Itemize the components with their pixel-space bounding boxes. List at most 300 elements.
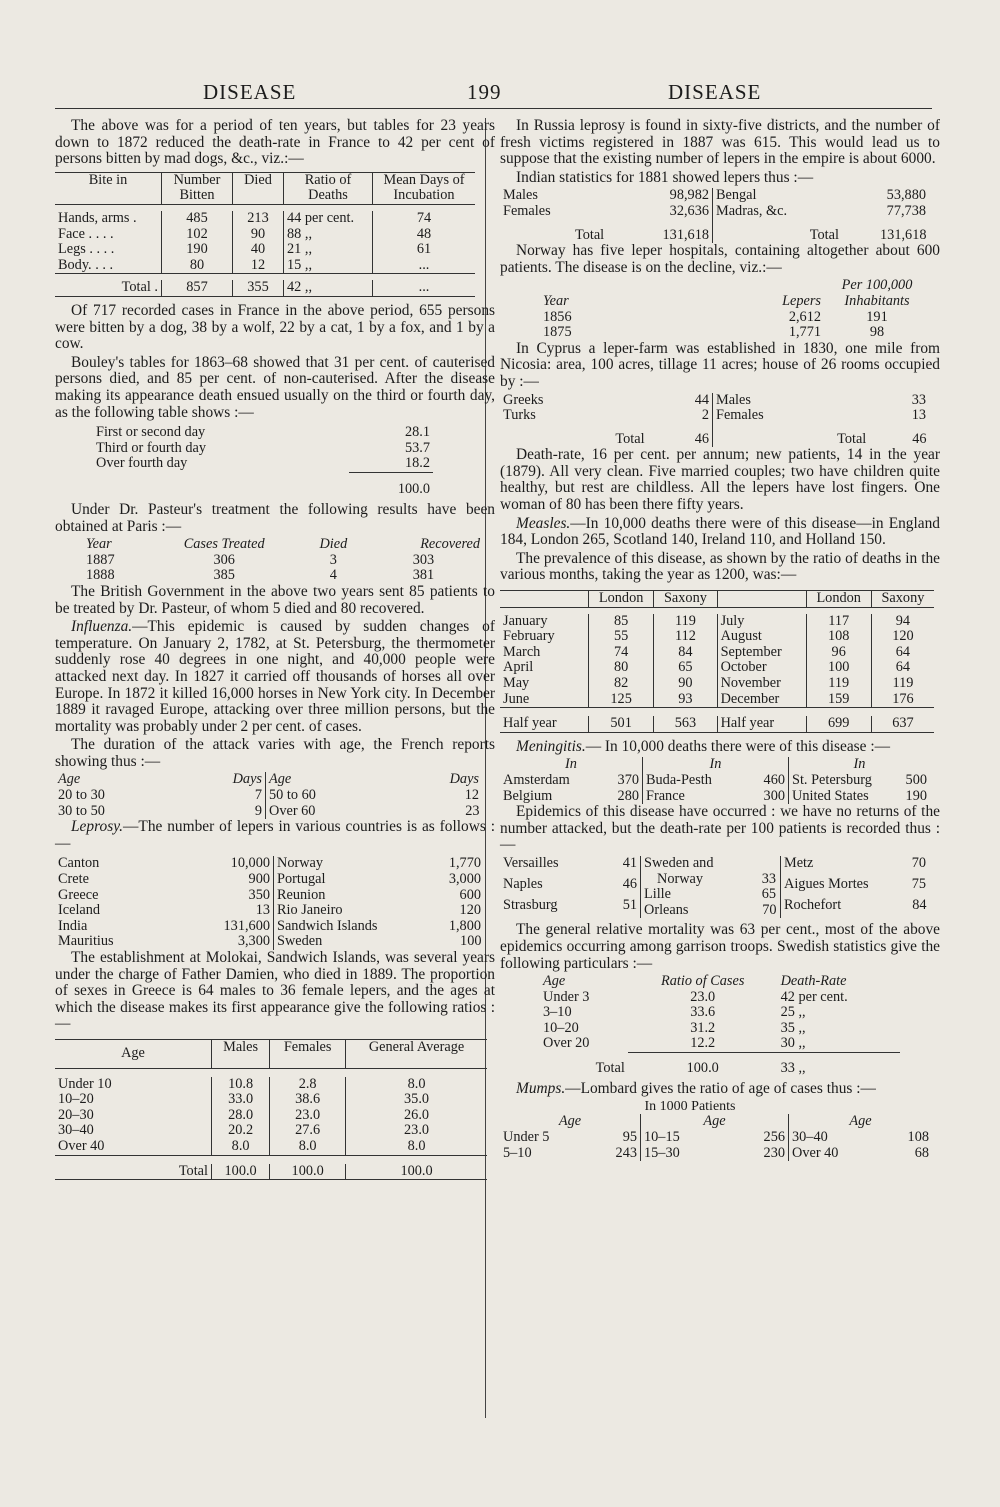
table-row bbox=[540, 990, 900, 1006]
cell: 3,300 bbox=[237, 933, 270, 950]
left-column bbox=[55, 118, 495, 1447]
paragraph: The British Government in the above two years sent 85 patients to be treated by Dr. Pasteur, of whom 5 died and 80 recovered. bbox=[55, 582, 495, 617]
paragraph: Bouley's tables for 1863–68 showed that 31 per cent. of cauterised persons died, and 85 per cent. of non-cauterised. After the disease making its appearance death ensued usually on the third or fourth day, as the following table shows :— bbox=[55, 353, 495, 421]
cell: 5–10 bbox=[503, 1144, 532, 1161]
table-row bbox=[274, 934, 485, 950]
table-row bbox=[641, 1146, 789, 1162]
table-row bbox=[641, 887, 780, 903]
cell: 381 bbox=[412, 567, 435, 584]
cell: Males bbox=[716, 391, 751, 408]
cell: Norway bbox=[277, 855, 324, 872]
cell: 23.0 bbox=[346, 1123, 487, 1139]
section-heading: Mumps. bbox=[516, 1079, 566, 1097]
cell: 256 bbox=[763, 1129, 785, 1146]
table-total-row bbox=[713, 432, 930, 448]
table-row bbox=[93, 456, 433, 472]
cell: 131,618 bbox=[662, 226, 709, 243]
table-row bbox=[55, 903, 273, 919]
cell: 1,771 bbox=[788, 324, 821, 341]
cell: Rio Janeiro bbox=[277, 902, 343, 919]
cell: 131,618 bbox=[880, 226, 927, 243]
cell: 28.0 bbox=[212, 1108, 270, 1124]
cell: 95 bbox=[622, 1129, 637, 1146]
table-row bbox=[540, 1021, 900, 1037]
cell: India bbox=[58, 917, 88, 934]
col-header: Age bbox=[543, 973, 566, 990]
paragraph-text: —This epidemic is caused by sudden changes of temperature. On January 2, 1782, at St. Petersburg, the thermometer suddenly rose 40 degrees in one night, and 40,000 people were attacked next day. In 1827 it carried off thousands of horses all over Europe. In 1872 it killed 16,000 horses in New York city. In December 1889 it ravaged Europe, attacking over three million persons, but the mortality was probably under 2 per cent. of cases. bbox=[55, 618, 495, 735]
cell: Over fourth day bbox=[96, 455, 188, 472]
table-row bbox=[500, 614, 934, 630]
cell: 8.0 bbox=[270, 1139, 346, 1155]
paragraph: Indian statistics for 1881 showed lepers thus :— bbox=[516, 168, 814, 186]
col-header: Days bbox=[232, 771, 262, 788]
table-row bbox=[713, 393, 930, 409]
col-header: Females bbox=[270, 1039, 346, 1068]
cell: 15–30 bbox=[644, 1144, 680, 1161]
table-row bbox=[274, 872, 485, 888]
cell: 51 bbox=[622, 896, 637, 913]
col-header: Age bbox=[558, 1113, 582, 1130]
cell: 1875 bbox=[543, 324, 572, 341]
cell: 500 bbox=[905, 771, 927, 788]
col-header: Age bbox=[703, 1113, 726, 1130]
paragraph: The above was for a period of ten years, but tables for 23 years down to 1872 reduced the death-rate in France to 42 per cent of persons bitten by mad dogs, &c., viz.:— bbox=[55, 117, 495, 168]
cell: 300 bbox=[763, 787, 785, 804]
table-row bbox=[500, 692, 934, 708]
table-row bbox=[713, 188, 930, 204]
table-row bbox=[55, 1077, 487, 1093]
col-header: Bite in bbox=[88, 171, 128, 188]
paragraph bbox=[500, 739, 940, 756]
cell: 355 bbox=[233, 280, 284, 296]
col-header: Saxony bbox=[871, 591, 934, 608]
cell: Bengal bbox=[716, 187, 757, 204]
table-row bbox=[55, 227, 475, 243]
cell: 501 bbox=[589, 716, 654, 732]
table-row bbox=[540, 1005, 900, 1021]
col-header: Death-Rate bbox=[780, 973, 847, 990]
cell: Under 3 bbox=[543, 988, 590, 1005]
cell: Legs . . . . bbox=[58, 241, 115, 258]
cell: Belgium bbox=[503, 787, 553, 804]
paragraph bbox=[55, 819, 495, 852]
cell: 12 bbox=[464, 787, 479, 804]
table-row bbox=[500, 393, 712, 409]
cell: Buda-Pesth bbox=[646, 771, 712, 788]
cell: 46 bbox=[622, 875, 637, 892]
cell: 31.2 bbox=[690, 1019, 716, 1036]
table-row bbox=[641, 856, 780, 872]
cell: 35 ,, bbox=[780, 1019, 806, 1036]
paragraph: In Cyprus a leper-farm was established in 1830, one mile from Nicosia: area, 100 acres, tillage 11 acres; house of 26 rooms occupied by :— bbox=[500, 339, 940, 390]
right-column bbox=[500, 118, 940, 1447]
cell: Crete bbox=[58, 871, 89, 888]
cell: 306 bbox=[213, 551, 235, 568]
cell: 28.1 bbox=[404, 424, 430, 441]
cell: 38.6 bbox=[270, 1092, 346, 1108]
cell: Aigues Mortes bbox=[784, 875, 869, 892]
cell: July bbox=[717, 614, 806, 630]
table-total-row bbox=[713, 228, 930, 244]
cell: Third or fourth day bbox=[96, 439, 206, 456]
cell: 213 bbox=[233, 211, 284, 227]
cell: 119 bbox=[654, 614, 717, 630]
mumps-table bbox=[500, 1114, 940, 1161]
cell: 96 bbox=[806, 645, 871, 661]
table-row bbox=[274, 903, 485, 919]
cell: 33 ,, bbox=[780, 1060, 806, 1077]
cell: 4 bbox=[329, 567, 337, 584]
cell: 190 bbox=[905, 787, 927, 804]
table-row bbox=[55, 804, 265, 820]
cell: 900 bbox=[248, 871, 270, 888]
cell: Hands, arms . bbox=[58, 209, 137, 226]
cell: 10,000 bbox=[230, 855, 270, 872]
cell: Under 10 bbox=[58, 1075, 112, 1092]
table-row bbox=[643, 789, 789, 805]
cell: 26.0 bbox=[346, 1108, 487, 1124]
table-total-row bbox=[540, 1061, 900, 1077]
table-row bbox=[500, 1130, 640, 1146]
cell: 699 bbox=[806, 716, 871, 732]
cell: 30 to 50 bbox=[58, 802, 105, 819]
cell: Iceland bbox=[58, 902, 101, 919]
cell: 68 bbox=[914, 1144, 929, 1161]
mumps-title: In 1000 Patients bbox=[644, 1099, 736, 1115]
running-head-left: DISEASE bbox=[203, 80, 297, 104]
cell: 350 bbox=[248, 886, 270, 903]
cell: June bbox=[503, 690, 530, 707]
table-row bbox=[266, 788, 483, 804]
cell: Total bbox=[809, 226, 839, 243]
col-header: Males bbox=[212, 1039, 270, 1068]
cell: 120 bbox=[459, 902, 481, 919]
cell: 88 ,, bbox=[284, 227, 373, 243]
cell: 84 bbox=[912, 896, 927, 913]
cell: 10.8 bbox=[212, 1077, 270, 1093]
paragraph: Under Dr. Pasteur's treatment the following results have been obtained at Paris :— bbox=[55, 500, 495, 535]
paragraph: Norway has five leper hospitals, containing altogether about 600 patients. The disease is on the decline, viz.:— bbox=[500, 242, 940, 276]
cell: 176 bbox=[871, 692, 934, 708]
cell: Sweden bbox=[277, 933, 323, 950]
pasteur-table bbox=[83, 537, 483, 584]
table-row bbox=[641, 903, 780, 919]
cell: 1888 bbox=[86, 567, 115, 584]
table-row bbox=[55, 872, 273, 888]
col-header: Lepers bbox=[782, 292, 821, 309]
paragraph bbox=[500, 516, 940, 549]
paragraph-text: —The number of lepers in various countries is as follows :— bbox=[55, 818, 495, 852]
table-total-row bbox=[500, 228, 712, 244]
cell: Orleans bbox=[644, 901, 689, 918]
cell: December bbox=[717, 692, 806, 708]
col-header: In bbox=[565, 756, 577, 773]
cell: 90 bbox=[654, 676, 717, 692]
cell: 8.0 bbox=[212, 1139, 270, 1155]
table-row bbox=[274, 888, 485, 904]
cell: Males bbox=[503, 187, 538, 204]
paragraph: Of 717 recorded cases in France in the above period, 655 persons were bitten by a dog, 38 by a wolf, 22 by a cat, 1 by a fox, and 1 by a cow. bbox=[55, 301, 495, 353]
table-row bbox=[55, 1092, 487, 1108]
cell: United States bbox=[792, 787, 869, 804]
cell: 119 bbox=[871, 676, 934, 692]
table-row bbox=[274, 856, 485, 872]
bites-table bbox=[55, 172, 475, 297]
cell: 303 bbox=[412, 551, 435, 568]
days-table bbox=[93, 425, 433, 498]
cell: 46 bbox=[912, 430, 927, 447]
cell: November bbox=[717, 676, 806, 692]
cell: 100.0 bbox=[212, 1164, 270, 1180]
paragraph: Epidemics of this disease have occurred : we have no returns of the number attacked, but the death-rate per 100 patients is recorded thus :— bbox=[500, 803, 940, 854]
cell: Greeks bbox=[503, 391, 544, 408]
cell: 100.0 bbox=[397, 481, 430, 498]
cell: 23.0 bbox=[690, 988, 716, 1005]
table-row bbox=[641, 1130, 789, 1146]
cell: 33.6 bbox=[690, 1004, 716, 1021]
cell: 385 bbox=[213, 567, 235, 584]
cell: 131,600 bbox=[223, 917, 270, 934]
table-row bbox=[641, 872, 780, 888]
norway-table bbox=[540, 278, 930, 340]
cell: Total bbox=[615, 430, 645, 447]
cell: 44 per cent. bbox=[284, 211, 373, 227]
cell: 2,612 bbox=[788, 308, 821, 325]
cell: 98 bbox=[869, 324, 885, 341]
col-header: General Average bbox=[346, 1039, 487, 1068]
cell: 90 bbox=[233, 227, 284, 243]
table-row bbox=[789, 773, 931, 789]
table-row bbox=[540, 310, 930, 326]
col-header: Saxony bbox=[654, 591, 717, 608]
table-total-row bbox=[500, 432, 712, 448]
cell: 93 bbox=[654, 692, 717, 708]
cell: Under 5 bbox=[503, 1129, 550, 1146]
table-total-row bbox=[93, 482, 433, 498]
section-heading: Leprosy. bbox=[71, 818, 124, 836]
cell: Over 60 bbox=[269, 802, 316, 819]
cell: 1,770 bbox=[448, 855, 481, 872]
cell: 485 bbox=[162, 211, 233, 227]
cell: 70 bbox=[911, 854, 926, 871]
india-table bbox=[500, 188, 932, 243]
cell: 30 ,, bbox=[778, 1036, 900, 1052]
cell: Females bbox=[716, 407, 764, 424]
cell: Strasburg bbox=[503, 896, 558, 913]
cell: 120 bbox=[871, 629, 934, 645]
table-row bbox=[500, 789, 642, 805]
table-row bbox=[781, 856, 930, 877]
col-header: Age bbox=[121, 1044, 145, 1061]
cell: 27.6 bbox=[270, 1123, 346, 1139]
table-row bbox=[55, 788, 265, 804]
greece-table bbox=[55, 1039, 487, 1180]
table-row bbox=[713, 408, 930, 424]
cell: 94 bbox=[871, 614, 934, 630]
cell: 75 bbox=[911, 875, 926, 892]
cell: 25 ,, bbox=[780, 1004, 806, 1021]
cell: 7 bbox=[254, 787, 262, 804]
cell: 10–15 bbox=[644, 1129, 680, 1146]
col-header: London bbox=[589, 591, 654, 608]
cell: 80 bbox=[162, 258, 233, 274]
cell: Sweden and bbox=[644, 854, 714, 871]
table-row bbox=[55, 211, 475, 227]
cell: 108 bbox=[806, 629, 871, 645]
col-header: Age bbox=[58, 771, 81, 788]
col-header: Ratio of Deaths bbox=[284, 172, 373, 204]
table-row bbox=[274, 919, 485, 935]
cell: 23 bbox=[465, 802, 480, 819]
cell: Metz bbox=[784, 854, 814, 871]
cell: 563 bbox=[654, 716, 717, 732]
cell: Mauritius bbox=[58, 933, 114, 950]
cell: 1,800 bbox=[448, 917, 481, 934]
cell: 460 bbox=[763, 771, 785, 788]
table-total-row bbox=[55, 1164, 487, 1180]
cell: 280 bbox=[617, 787, 639, 804]
cell: 112 bbox=[654, 629, 717, 645]
cell: 9 bbox=[254, 802, 262, 819]
table-row bbox=[83, 568, 483, 584]
cell: 108 bbox=[907, 1129, 929, 1146]
cell: 20.2 bbox=[212, 1123, 270, 1139]
cell: 2 bbox=[701, 407, 709, 424]
cell: Total bbox=[574, 226, 605, 243]
table-row bbox=[500, 204, 712, 220]
cell: 30–40 bbox=[58, 1122, 94, 1139]
cell: 10–20 bbox=[58, 1091, 94, 1108]
table-row bbox=[83, 553, 483, 569]
cell: 55 bbox=[589, 629, 654, 645]
cell: Total bbox=[595, 1060, 625, 1077]
cell: Naples bbox=[503, 875, 543, 892]
table-row bbox=[55, 1108, 487, 1124]
cell: 53.7 bbox=[404, 439, 430, 456]
cell: Versailles bbox=[503, 854, 559, 871]
cell: ... bbox=[373, 280, 476, 296]
cell: 70 bbox=[762, 901, 777, 918]
cell: 21 ,, bbox=[284, 242, 373, 258]
cell: Face . . . . bbox=[58, 225, 114, 242]
section-heading: Meningitis. bbox=[516, 737, 586, 755]
cell: 8.0 bbox=[346, 1077, 487, 1093]
cell: 100 bbox=[806, 660, 871, 676]
cell: 190 bbox=[162, 242, 233, 258]
cell: 42 per cent. bbox=[780, 988, 848, 1005]
measles-table bbox=[500, 590, 934, 733]
cell: 857 bbox=[162, 280, 233, 296]
cell: April bbox=[503, 659, 534, 676]
cell: 41 bbox=[622, 854, 637, 871]
col-header: Year bbox=[86, 536, 112, 553]
cell: 15 ,, bbox=[284, 258, 373, 274]
cell: France bbox=[646, 787, 685, 804]
cell: 32,636 bbox=[669, 202, 709, 219]
table-row bbox=[540, 1036, 900, 1052]
col-header: Cases Treated bbox=[183, 536, 265, 553]
table-row bbox=[781, 877, 930, 898]
cell: Body. . . . bbox=[58, 256, 114, 273]
cell: Half year bbox=[717, 716, 806, 732]
page-number: 199 bbox=[467, 80, 502, 104]
cell: 637 bbox=[871, 716, 934, 732]
cell: 119 bbox=[806, 676, 871, 692]
cell: 18.2 bbox=[349, 456, 433, 472]
cell: 100 bbox=[460, 933, 482, 950]
table-row bbox=[500, 629, 934, 645]
col-header: London bbox=[806, 591, 871, 608]
cell: 46 bbox=[694, 430, 709, 447]
cell: September bbox=[717, 645, 806, 661]
table-row bbox=[55, 258, 475, 274]
table-row bbox=[643, 773, 789, 789]
section-heading: Influenza. bbox=[71, 618, 133, 636]
cell: 20 to 30 bbox=[58, 787, 105, 804]
table-row bbox=[781, 898, 930, 919]
cell: St. Petersburg bbox=[792, 771, 872, 788]
cell: Greece bbox=[58, 886, 99, 903]
cell: 85 bbox=[589, 614, 654, 630]
table-row bbox=[93, 425, 433, 441]
table-row bbox=[266, 804, 483, 820]
cell: Total bbox=[837, 430, 867, 447]
table-total-row bbox=[55, 280, 475, 296]
cell bbox=[750, 856, 780, 872]
table-row bbox=[500, 898, 640, 919]
cell: January bbox=[503, 612, 548, 629]
cell: 243 bbox=[615, 1144, 637, 1161]
col-header: In bbox=[853, 756, 866, 773]
cell: 191 bbox=[866, 308, 888, 325]
table-row bbox=[55, 919, 273, 935]
table-row bbox=[93, 441, 433, 457]
cell: May bbox=[503, 675, 530, 691]
cell: Total bbox=[178, 1162, 208, 1179]
table-row bbox=[55, 856, 273, 872]
table-row bbox=[55, 888, 273, 904]
col-header: Mean Days of Incubation bbox=[373, 172, 476, 204]
cell: 8.0 bbox=[346, 1139, 487, 1155]
cell: 77,738 bbox=[886, 202, 926, 219]
cell: 30–40 bbox=[792, 1129, 828, 1146]
running-head-right: DISEASE bbox=[668, 80, 762, 104]
table-row bbox=[500, 1146, 640, 1162]
cell: Reunion bbox=[277, 886, 326, 903]
cell: 61 bbox=[373, 242, 476, 258]
cell: 20–30 bbox=[58, 1106, 94, 1123]
cell: 33.0 bbox=[212, 1092, 270, 1108]
cell: 3 bbox=[329, 551, 337, 568]
cell: 159 bbox=[806, 692, 871, 708]
table-row bbox=[500, 856, 640, 877]
header-rule bbox=[55, 108, 932, 109]
paragraph: Death-rate, 16 per cent. per annum; new patients, 14 in the year (1879). All very clean. Five married couples; two have children quite healthy, but rest are childless. All the lepers have lost fingers. One woman of 80 has been there fifty years. bbox=[500, 446, 940, 514]
table-row bbox=[500, 660, 934, 676]
cell: 64 bbox=[871, 645, 934, 661]
cell: Sandwich Islands bbox=[277, 917, 378, 934]
paragraph-text: — In 10,000 deaths there were of this disease :— bbox=[585, 737, 890, 755]
paragraph: The prevalence of this disease, as shown by the ratio of deaths in the various months, taking the year as 1200, was:— bbox=[500, 549, 940, 584]
cell: Rochefort bbox=[784, 896, 842, 913]
cell: Amsterdam bbox=[503, 771, 570, 788]
paragraph bbox=[55, 619, 495, 735]
table-row bbox=[500, 645, 934, 661]
cell: 23.0 bbox=[270, 1108, 346, 1124]
cell: Over 40 bbox=[58, 1137, 105, 1154]
col-header: Per 100,000 Inhabitants bbox=[841, 277, 913, 309]
table-row bbox=[500, 773, 642, 789]
